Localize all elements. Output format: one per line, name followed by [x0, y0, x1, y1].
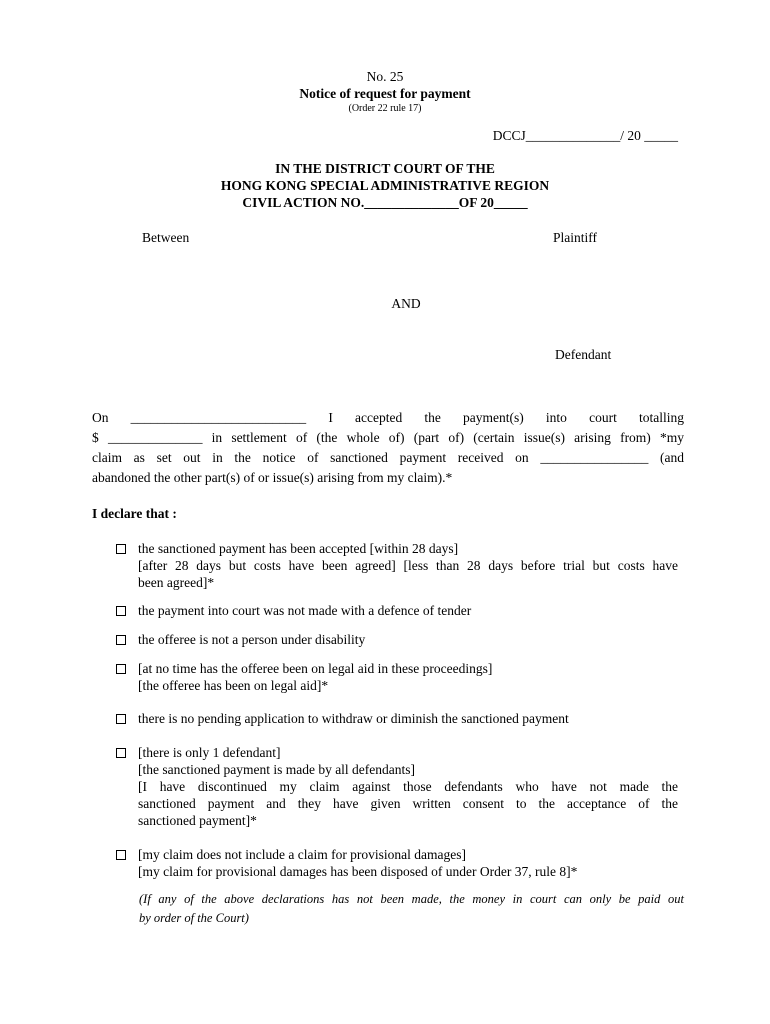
declaration-checkbox[interactable] — [116, 850, 126, 860]
declaration-text: [the sanctioned payment is made by all defendants] — [138, 762, 416, 777]
acceptance-statement — [92, 408, 684, 488]
declaration-checkbox[interactable] — [116, 606, 126, 616]
declaration-checkbox[interactable] — [116, 748, 126, 758]
note-line: (If any of the above declarations has not been made, the money in court can only be paid out — [139, 892, 684, 906]
declaration-text: [at no time has the offeree been on legal aid in these proceedings] — [138, 661, 493, 676]
declaration-text: [my claim does not include a claim for provisional damages] — [138, 847, 467, 862]
declaration-checkbox[interactable] — [116, 664, 126, 674]
statement-line: $ ______________ in settlement of (the whole of) (part of) (certain issue(s) arising from) *my — [92, 430, 684, 445]
declaration-text: [after 28 days but costs have been agreed] [less than 28 days before trial but costs have — [138, 558, 678, 573]
form-number: No. 25 — [366, 69, 404, 84]
statement-line: claim as set out in the notice of sanctioned payment received on ________________ (and — [92, 450, 684, 465]
civil-action-number: CIVIL ACTION NO.______________OF 20_____ — [242, 195, 528, 210]
order-reference: (Order 22 rule 17) — [348, 103, 422, 114]
and-label: AND — [391, 296, 421, 311]
declaration-text: [the offeree has been on legal aid]* — [138, 678, 329, 693]
statement-line: On __________________________ I accepted the payment(s) into court totalling — [92, 410, 684, 425]
declaration-text: the payment into court was not made with a defence of tender — [138, 603, 472, 618]
declaration-checkbox[interactable] — [116, 544, 126, 554]
declaration-text: there is no pending application to withdraw or diminish the sanctioned payment — [138, 711, 569, 726]
plaintiff-label: Plaintiff — [553, 230, 598, 245]
declaration-checkbox[interactable] — [116, 714, 126, 724]
form-title: Notice of request for payment — [299, 86, 471, 101]
court-title-line-2: HONG KONG SPECIAL ADMINISTRATIVE REGION — [220, 178, 550, 193]
declaration-text: [I have discontinued my claim against those defendants who have not made the — [138, 779, 678, 794]
court-title-line-1: IN THE DISTRICT COURT OF THE — [275, 161, 495, 176]
declaration-checkbox[interactable] — [116, 635, 126, 645]
note-line: by order of the Court) — [139, 911, 249, 925]
declaration-text: [there is only 1 defendant] — [138, 745, 281, 760]
declaration-text: the sanctioned payment has been accepted [within 28 days] — [138, 541, 459, 556]
payment-note — [139, 890, 684, 928]
declaration-text: sanctioned payment and they have given written consent to the acceptance of the — [138, 796, 678, 811]
statement-line: abandoned the other part(s) of or issue(s) arising from my claim).* — [92, 470, 453, 485]
defendant-label: Defendant — [555, 347, 612, 362]
declare-heading: I declare that : — [92, 506, 177, 521]
case-reference: DCCJ______________/ 20 _____ — [492, 128, 678, 143]
declaration-text: been agreed]* — [138, 575, 215, 590]
declaration-text: the offeree is not a person under disability — [138, 632, 366, 647]
declaration-text: sanctioned payment]* — [138, 813, 257, 828]
between-label: Between — [142, 230, 190, 245]
declaration-text: [my claim for provisional damages has been disposed of under Order 37, rule 8]* — [138, 864, 578, 879]
